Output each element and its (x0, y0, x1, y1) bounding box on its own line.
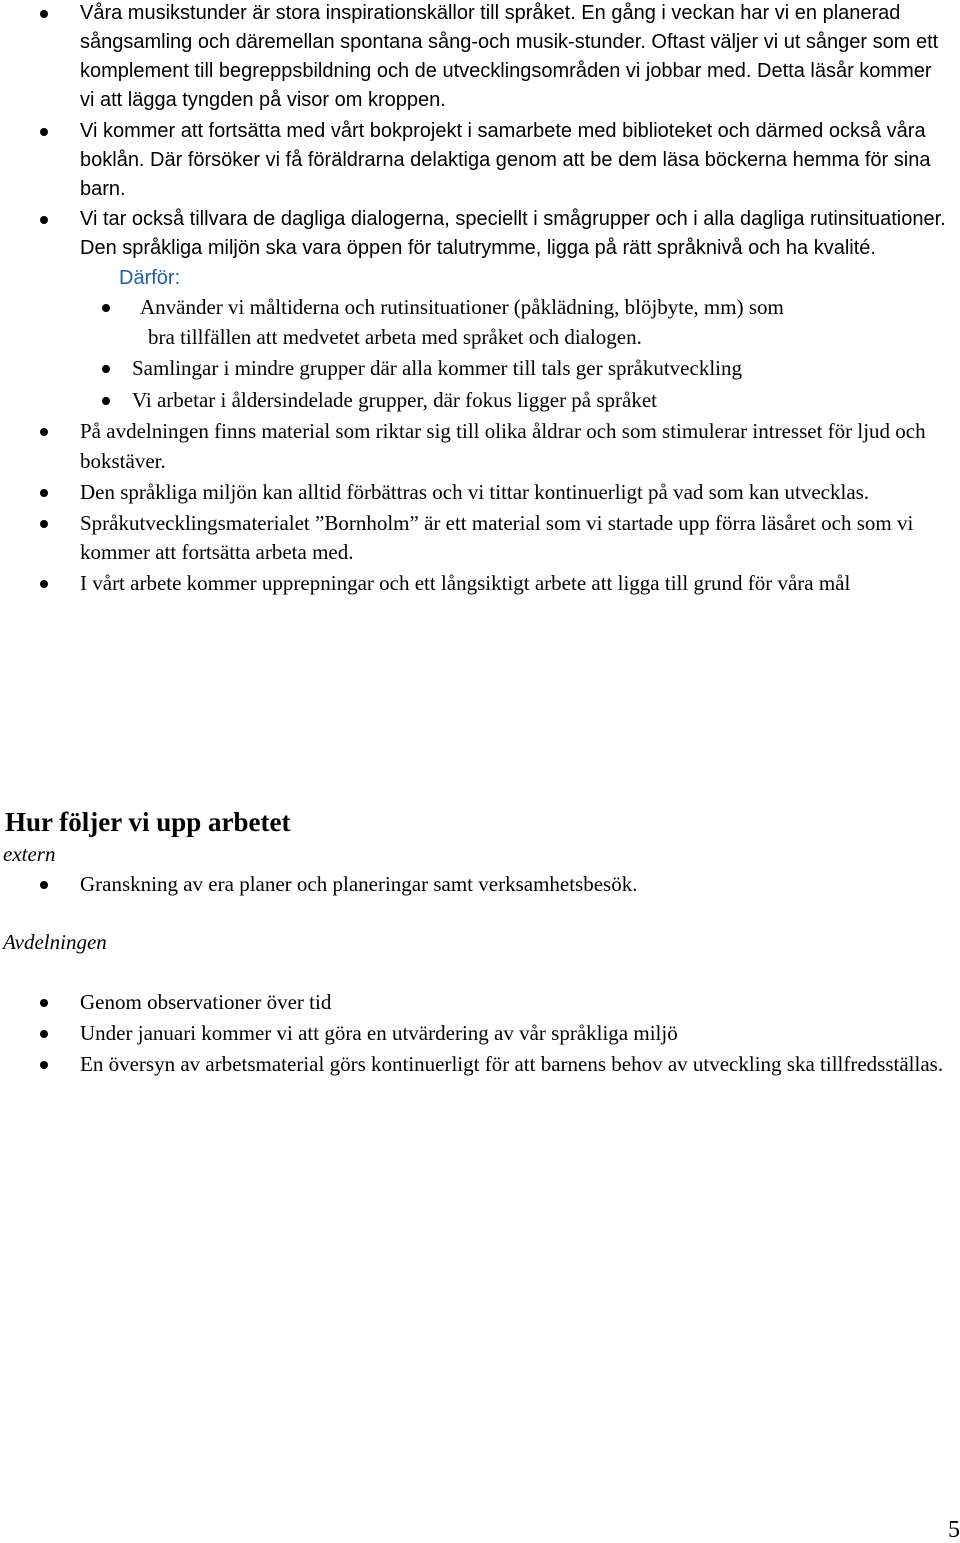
avdelningen-label: Avdelningen (3, 930, 107, 954)
bullet-icon (40, 216, 48, 224)
list-item-text: Vi kommer att fortsätta med vårt bokprojekt i samarbete med biblioteket och därmed också våra boklån. Där försöker vi få föräldrarna delaktiga genom att be dem läsa böckerna hemma för sina barn. (80, 119, 931, 200)
bullet-icon (102, 397, 110, 405)
sub-list-item (140, 293, 950, 352)
darfor-sub-list (132, 293, 950, 415)
list-item-text: Den språkliga miljön kan alltid förbättras och vi tittar kontinuerligt på vad som kan utvecklas. (80, 479, 870, 504)
list-item-text: Språkutvecklingsmaterialet ”Bornholm” är ett material som vi startade upp förra läsåret och som vi kommer att fortsätta arbeta med. (80, 510, 914, 564)
list-item (80, 509, 950, 568)
sub-list-item-text: Samlingar i mindre grupper där alla kommer till tals ger språkutveckling (132, 356, 742, 380)
sub-list-item-text: Vi arbetar i åldersindelade grupper, där fokus ligger på språket (132, 387, 658, 412)
bullet-icon (40, 1030, 48, 1038)
bullet-icon (40, 10, 48, 18)
list-item-text: Vi tar också tillvara de dagliga dialogerna, speciellt i smågrupper och i alla dagliga rutinsituationer. Den språkliga miljön ska vara öppen för talutrymme, ligga på rätt språknivå och ha kvalité. (80, 208, 946, 259)
bullet-icon (40, 489, 48, 497)
list-item-text: Granskning av era planer och planeringar samt verksamhetsbesök. (80, 872, 638, 896)
list-item (80, 478, 950, 508)
list-item (80, 1050, 950, 1080)
list-item-text: Under januari kommer vi att göra en utvärdering av vår språkliga miljö (80, 1021, 678, 1045)
list-item (80, 569, 950, 599)
language-activities-list (80, 0, 950, 600)
bullet-icon (40, 428, 48, 436)
bullet-icon (40, 881, 48, 889)
extern-list (80, 870, 950, 901)
bullet-icon (40, 1061, 48, 1069)
list-item (80, 417, 950, 476)
list-item (80, 117, 950, 204)
avdelningen-list (80, 988, 950, 1081)
bullet-icon (102, 365, 110, 373)
list-item-text: På avdelningen finns material som riktar sig till olika åldrar och som stimulerar intresset för ljud och bokstäver. (80, 419, 926, 473)
list-item (80, 205, 950, 415)
section-heading: Hur följer vi upp arbetet (5, 807, 291, 837)
sub-list-item (132, 386, 950, 416)
extern-label: extern (3, 842, 56, 866)
sub-list-item (132, 354, 950, 384)
sub-list-item-text-continuation: bra tillfällen att medvetet arbeta med språket och dialogen. (148, 324, 642, 349)
darfor-label: Därför: (119, 267, 181, 289)
list-item-text: I vårt arbete kommer upprepningar och ett långsiktigt arbete att ligga till grund för våra mål (80, 571, 851, 595)
page-number: 5 (948, 1517, 960, 1543)
list-item-text: Våra musikstunder är stora inspirationskällor till språket. En gång i veckan har vi en planerad sångsamling och däremellan spontana sång-och musik-stunder. Oftast väljer vi ut sånger som ett komplement till begreppsbildning och de utvecklingsområden vi jobbar med. Detta läsår kommer vi att lägga tyngden på visor om kroppen. (80, 2, 939, 111)
list-item (80, 870, 950, 900)
list-item-text: En översyn av arbetsmaterial görs kontinuerligt för att barnens behov av utveckling ska tillfredsställas. (80, 1052, 944, 1076)
sub-list-item-text: Använder vi måltiderna och rutinsituationer (påklädning, blöjbyte, mm) som (140, 295, 784, 319)
bullet-icon (102, 304, 110, 312)
list-item (80, 1019, 950, 1049)
bullet-icon (40, 128, 48, 136)
list-item (80, 988, 950, 1018)
bullet-icon (40, 520, 48, 528)
bullet-icon (40, 999, 48, 1007)
bullet-icon (40, 580, 48, 588)
list-item (80, 0, 950, 115)
list-item-text: Genom observationer över tid (80, 990, 332, 1014)
